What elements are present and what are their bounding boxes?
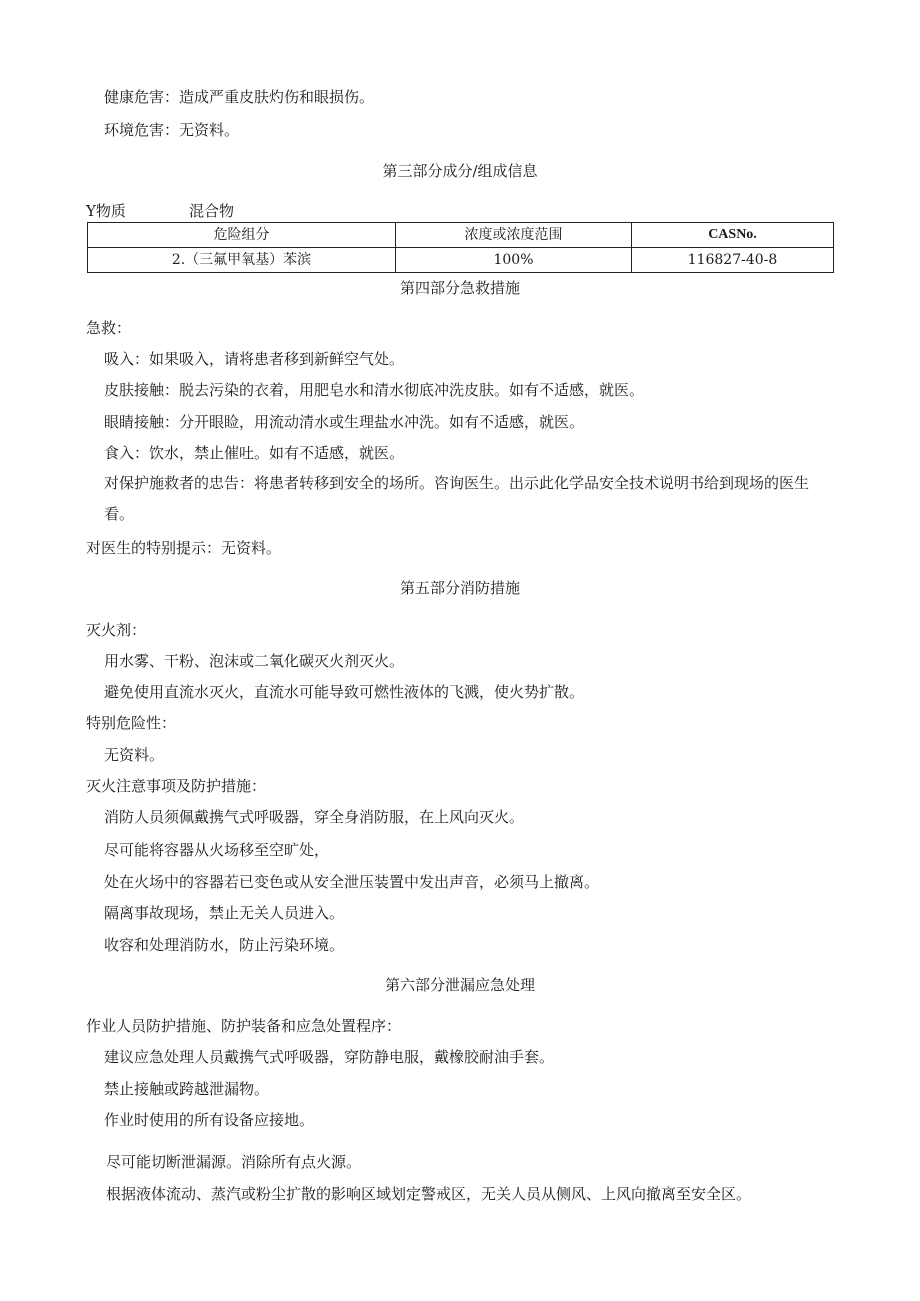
leak-item: 作业时使用的所有设备应接地。 [104,1111,315,1129]
header-cas: CASNo. [632,223,834,248]
leak-item: 建议应急处理人员戴携气式呼吸器，穿防静电服，戴橡胶耐油手套。 [104,1048,555,1066]
special-hazard-label: 特别危险性： [86,714,177,732]
cell-component: 2.（三氟甲氧基）苯滨 [88,248,396,273]
header-component: 危险组分 [88,223,396,248]
leak-item: 尽可能切断泄漏源。消除所有点火源。 [106,1153,362,1171]
extinguishing-item: 用水雾、干粉、泡沫或二氧化碳灭火剂灭火。 [104,652,405,670]
precaution-item: 消防人员须佩戴携气式呼吸器，穿全身消防服，在上风向灭火。 [104,808,525,826]
special-hazard-value: 无资料。 [104,746,165,764]
first-aid-inhalation: 吸入：如果吸入，请将患者移到新鲜空气处。 [104,350,405,368]
mixture-label: 混合物 [189,202,235,220]
precaution-item: 隔离事故现场，禁止无关人员进入。 [104,904,345,922]
section6-title: 第六部分泄漏应急处理 [384,976,535,994]
precaution-item: 处在火场中的容器若已变色或从安全泄压装置中发出声音，必须马上撤离。 [104,873,600,891]
table-header-row [88,223,834,248]
doctor-note: 对医生的特别提示：无资料。 [86,539,282,557]
section5-title: 第五部分消防措施 [399,579,520,597]
cell-cas: 116827-40-8 [632,248,834,273]
section3-title: 第三部分成分/组成信息 [382,162,538,180]
table-row [88,248,834,273]
personnel-label: 作业人员防护措施、防护装备和应急处置程序： [86,1017,402,1035]
precaution-item: 尽可能将容器从火场移至空旷处， [104,841,330,859]
composition-table [87,222,834,273]
first-aid-eyes: 眼睛接触：分开眼睑，用流动清水或生理盐水冲洗。如有不适感，就医。 [104,413,585,431]
header-concentration: 浓度或浓度范围 [396,223,632,248]
first-aid-label: 急救： [86,319,132,337]
first-aid-ingestion: 食入：饮水，禁止催吐。如有不适感，就医。 [104,444,405,462]
leak-item: 禁止接触或跨越泄漏物。 [104,1080,270,1098]
leak-item: 根据液体流动、蒸汽或粉尘扩散的影响区域划定警戒区，无关人员从侧风、上风向撤离至安全区。 [106,1185,752,1203]
health-hazard-text: 健康危害：造成严重皮肤灼伤和眼损伤。 [104,88,375,106]
precaution-item: 收容和处理消防水，防止污染环境。 [104,936,345,954]
first-aid-skin: 皮肤接触：脱去污染的衣着，用肥皂水和清水彻底冲洗皮肤。如有不适感，就医。 [104,381,645,399]
environment-hazard-text: 环境危害：无资料。 [104,121,240,139]
section4-title: 第四部分急救措施 [399,279,520,297]
extinguishing-item: 避免使用直流水灭火，直流水可能导致可燃性液体的飞溅，使火势扩散。 [104,683,585,701]
first-aid-rescuer-advice: 对保护施救者的忠告：将患者转移到安全的场所。咨询医生。出示此化学品安全技术说明书给到现场的医生看。 [104,474,810,523]
precautions-label: 灭火注意事项及防护措施： [86,777,267,795]
substance-label: Y物质 [86,202,126,220]
extinguishing-label: 灭火剂： [86,621,147,639]
cell-concentration: 100% [396,248,632,273]
